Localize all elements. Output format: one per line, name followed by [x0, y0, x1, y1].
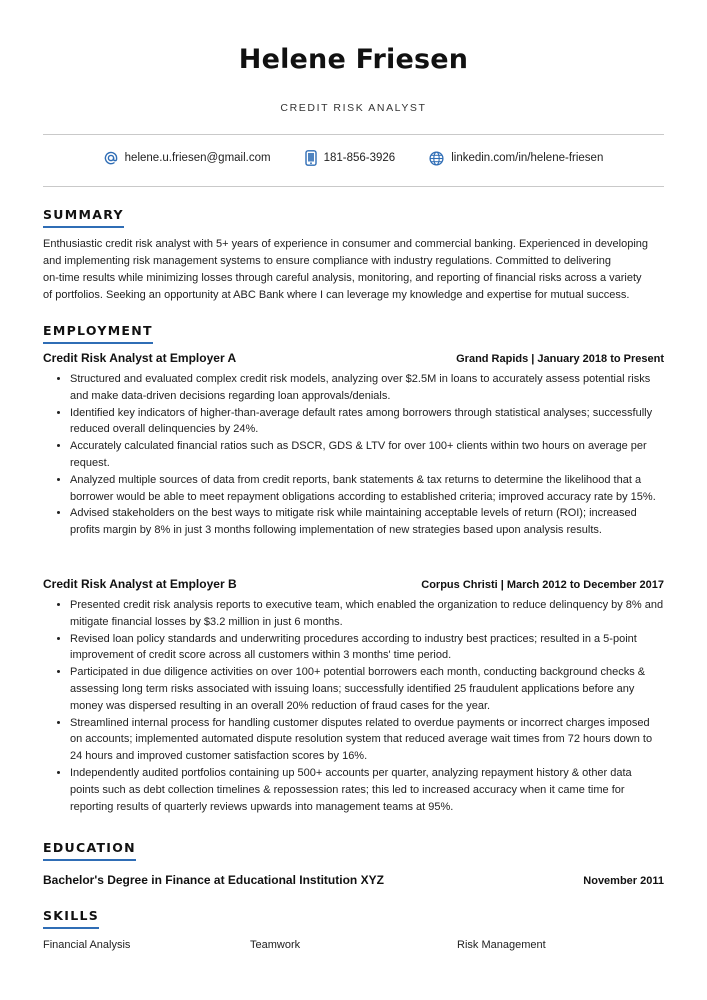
degree-title: Bachelor's Degree in Finance at Educational Institution XYZ — [43, 873, 384, 887]
summary-text — [43, 236, 664, 304]
list-item: • Identified key indicators of higher-than-average default rates among borrowers through statistical analyses; successfully reduced overall delinquencies by 24%. — [70, 405, 664, 439]
job-location-dates: Grand Rapids | January 2018 to Present — [456, 353, 664, 365]
summary-line: on-time results while minimizing losses through careful analysis, monitoring, and reporting of financial risks across a variety — [43, 272, 642, 284]
summary-line: of portfolios. Seeking an opportunity at ABC Bank where I can leverage my knowledge and expertise for mutual success. — [43, 289, 630, 301]
skills-heading: SKILLS — [43, 908, 100, 923]
at-icon — [104, 151, 118, 165]
globe-icon — [429, 151, 444, 166]
list-item: • Revised loan policy standards and underwriting procedures according to industry best practices; resulted in a 5-point improvement of credit score across all customers within 3 months' time period. — [70, 631, 664, 665]
summary-line: and implementing risk management systems to ensure compliance with industry regulations. Committed to delivering — [43, 255, 611, 267]
employment-heading: EMPLOYMENT — [43, 323, 153, 338]
job-role: CREDIT RISK ANALYST — [280, 102, 427, 114]
skills-list — [43, 939, 664, 951]
list-item: • Advised stakeholders on the best ways to mitigate risk while maintaining acceptable levels of return (ROI); increased profits margin by 8% in just 3 months following implementation of new strategies based upon analysis results. — [70, 505, 664, 539]
summary-section — [43, 206, 664, 304]
education-heading: EDUCATION — [43, 840, 136, 855]
summary-line: Enthusiastic credit risk analyst with 5+ years of experience in consumer and commercial banking. Experienced in developing — [43, 238, 649, 250]
phone-icon — [305, 150, 317, 166]
divider-top — [43, 134, 664, 135]
job-location-dates: Corpus Christi | March 2012 to December 2017 — [421, 579, 664, 591]
linkedin-text: linkedin.com/in/helene-friesen — [451, 152, 604, 164]
divider-bottom — [43, 186, 664, 187]
job-employer-b — [43, 577, 664, 815]
list-item: • Analyzed multiple sources of data from credit reports, bank statements & tax returns to determine the likelihood that a borrower would be able to meet repayment obligations according to established criteria; improved accuracy rate by 15%. — [70, 472, 664, 506]
email-text: helene.u.friesen@gmail.com — [124, 152, 271, 164]
job-employer-a — [43, 351, 664, 539]
summary-heading: SUMMARY — [43, 207, 124, 222]
list-item: • Streamlined internal process for handling customer disputes related to overdue payments or incorrect charges imposed on accounts; implemented automated dispute resolution system that reduced average wait times from 72 hours down to 24 hours and improved customer satisfaction scores by 16%. — [70, 715, 664, 765]
degree-date: November 2011 — [583, 875, 664, 887]
phone-text: 181-856-3926 — [323, 152, 396, 164]
employment-underline — [43, 342, 153, 344]
list-item: • Participated in due diligence activities on over 100+ potential borrowers each month, conducting background checks & assessing long term risks associated with issuing loans; successfully identified 25 fraudulent applications before any money was dispersed resulting in an overall 20% reduction of fraud cases for the year. — [70, 664, 664, 714]
list-item: • Accurately calculated financial ratios such as DSCR, GDS & LTV for over 100+ clients within two hours on average per request. — [70, 438, 664, 472]
contact-phone[interactable] — [305, 150, 396, 166]
list-item: • Structured and evaluated complex credit risk models, analyzing over $2.5M in loans to accurately assess potential risks and make data-driven decisions regarding loan approvals/denials. — [70, 371, 664, 405]
skill-item: Financial Analysis — [43, 939, 131, 951]
education-underline — [43, 859, 136, 861]
job-bullets — [43, 597, 664, 815]
job-title: Credit Risk Analyst at Employer B — [43, 577, 237, 591]
contact-linkedin[interactable] — [429, 150, 603, 166]
job-bullets — [43, 371, 664, 539]
employment-section — [43, 322, 664, 344]
education-section — [43, 839, 664, 887]
skill-item: Risk Management — [457, 939, 546, 951]
list-item: • Presented credit risk analysis reports to executive team, which enabled the organization to reduce delinquency by 8% and mitigate financial losses by $3.2 million in just 6 months. — [70, 597, 664, 631]
candidate-name: Helene Friesen — [238, 44, 469, 75]
skill-item: Teamwork — [250, 939, 301, 951]
skills-section — [43, 907, 664, 951]
contact-bar — [43, 150, 664, 166]
summary-underline — [43, 226, 124, 228]
skills-underline — [43, 927, 99, 929]
contact-email[interactable] — [104, 150, 271, 166]
list-item: • Independently audited portfolios containing up 500+ accounts per quarter, analyzing repayment history & other data points such as debt collection timelines & repossession rates; this led to increased accuracy when it came time for reporting results of quarterly reviews upwards into management teams at 95%. — [70, 765, 664, 815]
job-title: Credit Risk Analyst at Employer A — [43, 351, 237, 365]
